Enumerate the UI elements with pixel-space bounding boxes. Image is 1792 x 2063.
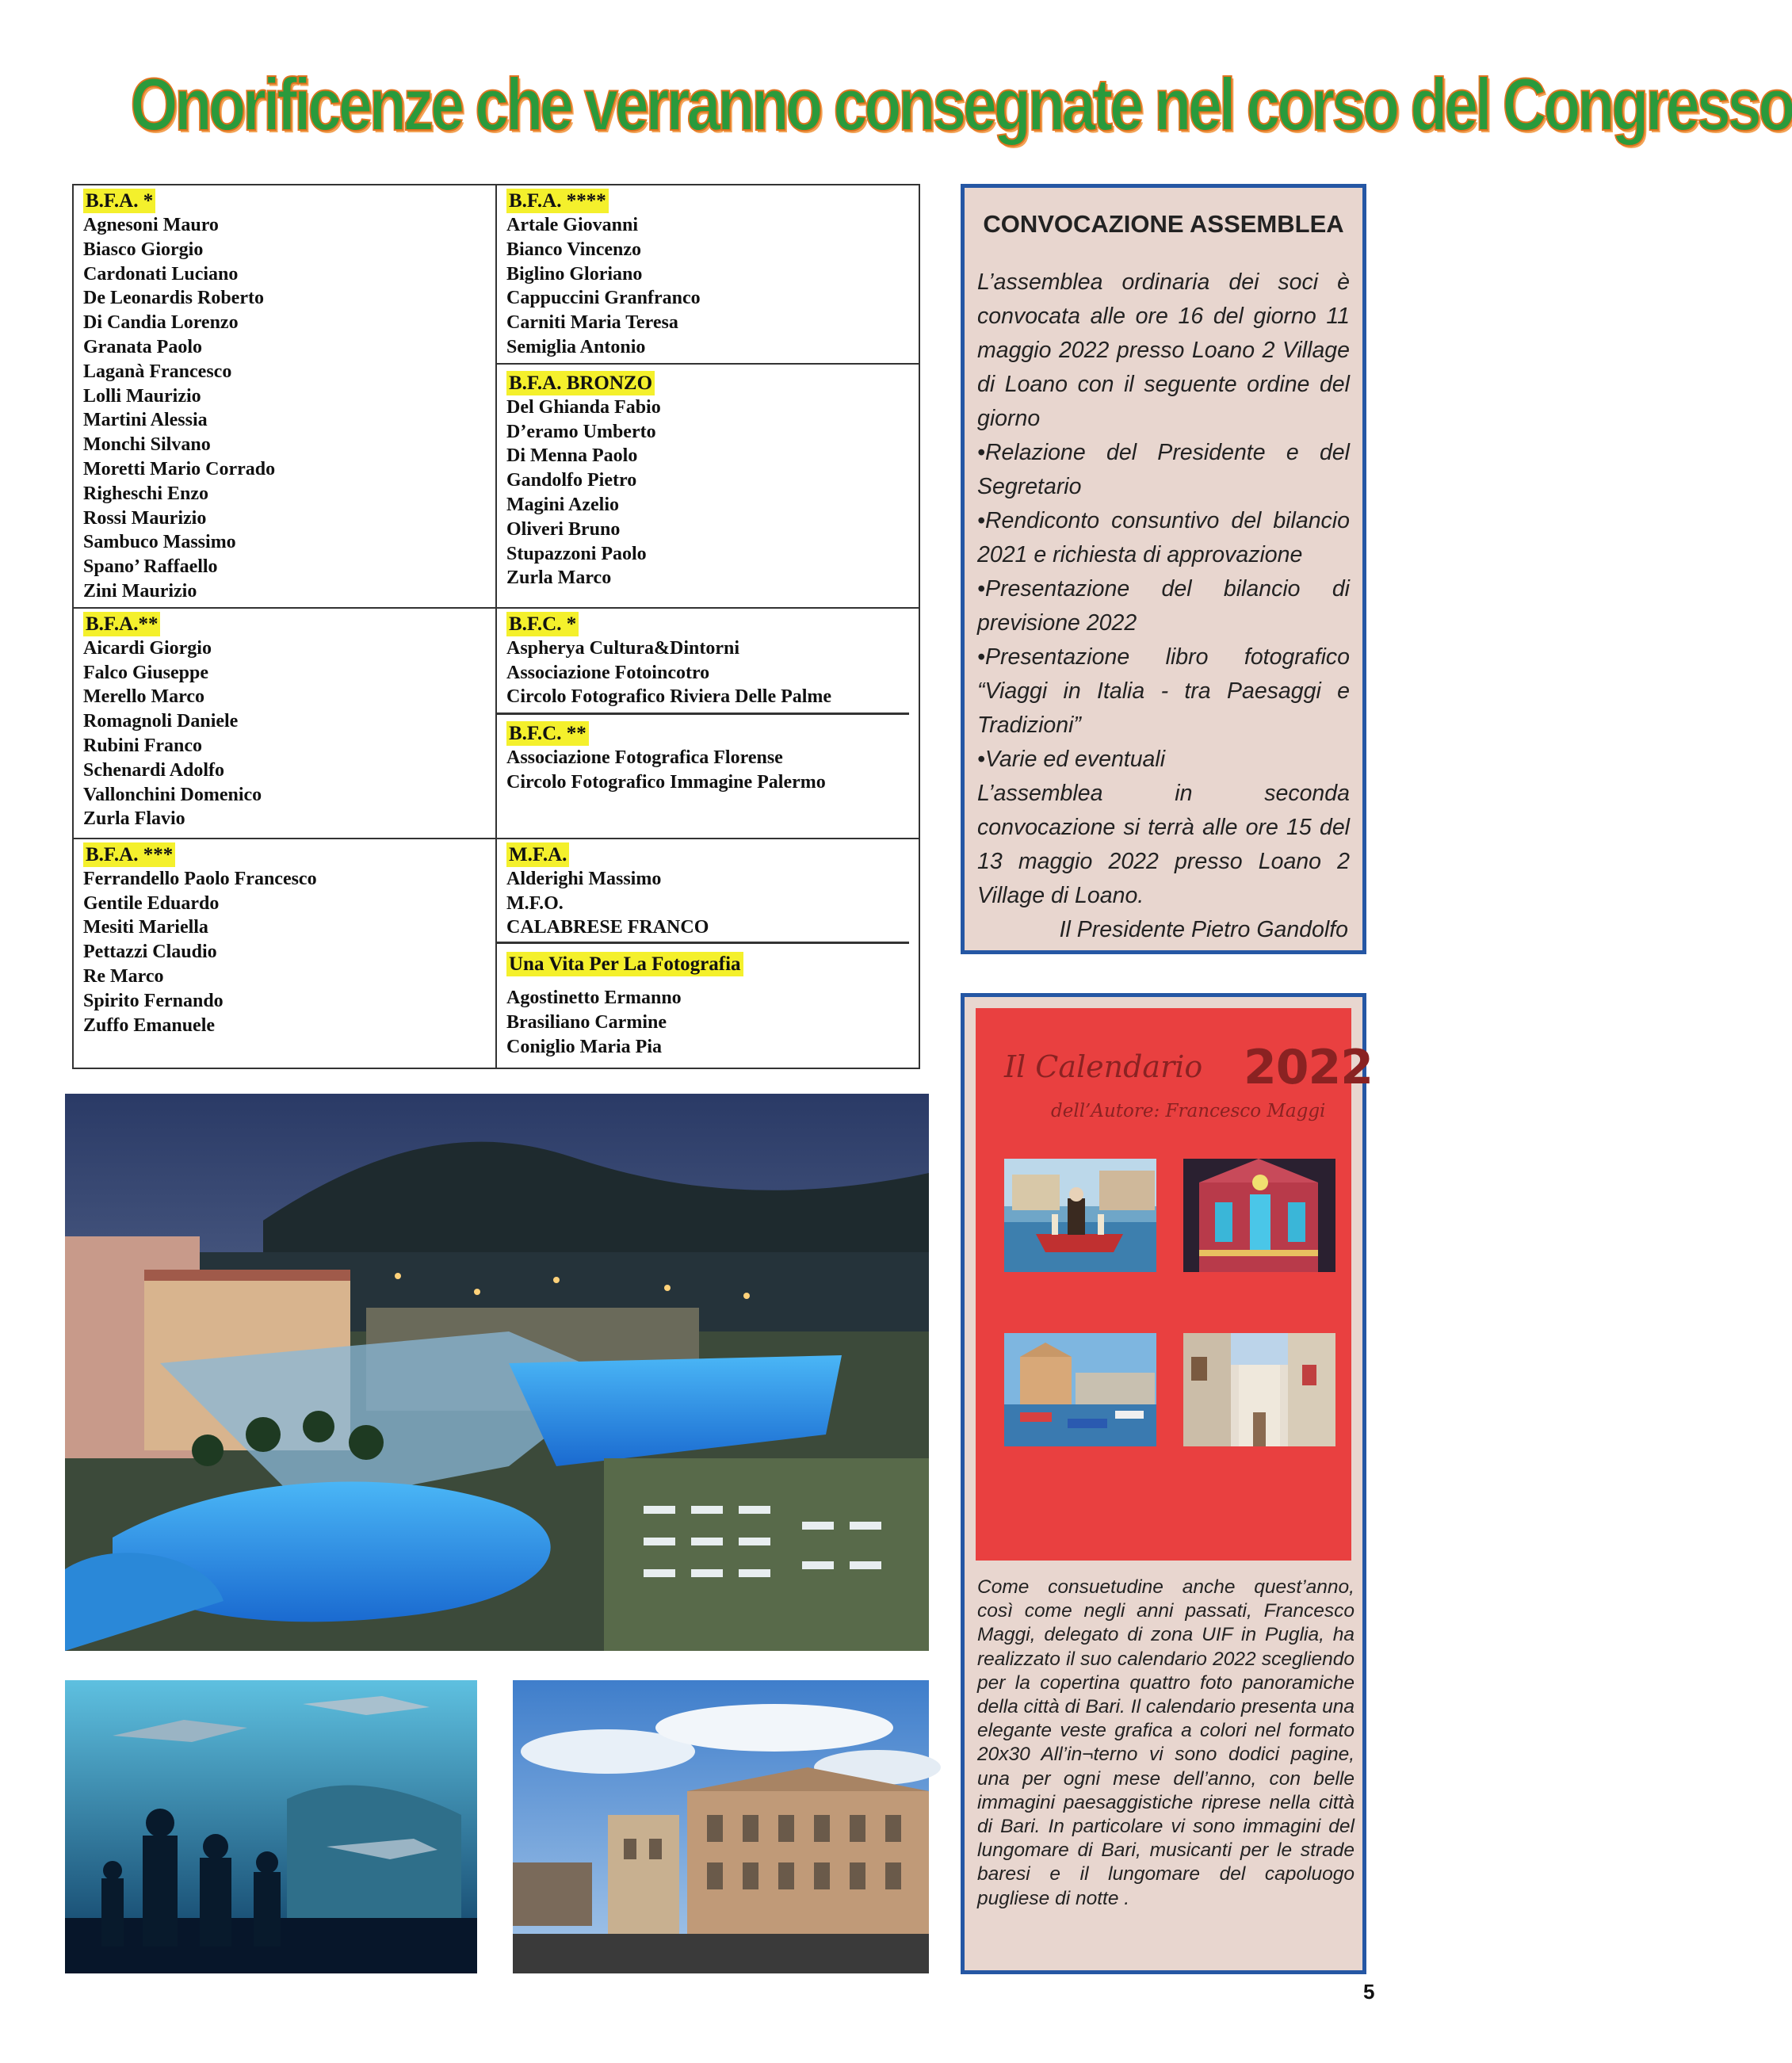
award-name: Magini Azelio (506, 494, 619, 515)
award-name: Associazione Fotografica Florense (506, 747, 783, 769)
name-list (506, 986, 909, 1059)
award-name: Vallonchini Domenico (83, 784, 262, 805)
calendar-caption (977, 1576, 1355, 1911)
award-name: Biasco Giorgio (83, 239, 204, 260)
award-name: Lolli Maurizio (83, 385, 201, 407)
award-name: Biglino Gloriano (506, 263, 643, 285)
award-name: Cappuccini Granfranco (506, 288, 701, 309)
divider (497, 712, 909, 715)
name-list (83, 213, 486, 604)
category-label: B.F.C. * (506, 612, 579, 636)
category-label: B.F.A. **** (506, 189, 609, 213)
award-name: Di Candia Lorenzo (83, 312, 239, 334)
award-name: Semiglia Antonio (506, 336, 646, 357)
calendar-author: dell’Autore: Francesco Maggi (1051, 1101, 1326, 1121)
award-name: Moretti Mario Corrado (83, 458, 276, 479)
award-name: Carniti Maria Teresa (506, 312, 678, 334)
award-name: Spano’ Raffaello (83, 556, 218, 578)
category-label: M.F.O. (506, 892, 564, 914)
award-name: Granata Paolo (83, 336, 202, 357)
award-name: Zurla Marco (506, 567, 612, 589)
award-name: De Leonardis Roberto (83, 288, 264, 309)
award-name: Schenardi Adolfo (83, 759, 225, 781)
award-name: Agostinetto Ermanno (506, 988, 682, 1009)
name-list (83, 636, 486, 831)
name-list (506, 213, 909, 360)
name-list (506, 746, 909, 795)
calendar-title: Il Calendario (1004, 1049, 1203, 1084)
name-list (83, 867, 486, 1038)
award-name: Artale Giovanni (506, 215, 638, 235)
award-name: Bianco Vincenzo (506, 239, 642, 260)
award-name: Del Ghianda Fabio (506, 396, 661, 418)
calendar-caption-text: Come consuetudine anche quest’anno, così come negli anni passati, Francesco Maggi, delegato di zona UIF in Puglia, ha realizzato il suo calendario 2022 scegliendo per la copertina quattro foto panoramiche della città di Bari. Il calendario presenta una elegante veste grafica a colori nel formato 20x30 All’in¬terno vi sono dodici pagine, una per ogni mese dell’anno, con belle immagini paesaggistiche riprese nella città di Bari. In particolare vi sono immagini del lungomare di Bari, musicanti per le strade baresi e il lungomare del capoluogo pugliese di notte . (977, 1576, 1355, 1909)
award-name: Alderighi Massimo (506, 868, 662, 889)
award-name: Zurla Flavio (83, 808, 185, 830)
agenda-item: •Presentazione libro fotografico “Viaggi in Italia - tra Paesaggi e Tradizioni” (977, 644, 1350, 738)
category-label: B.F.C. ** (506, 721, 589, 746)
convocazione-intro: L’assemblea ordinaria dei soci è convocata alle ore 16 del giorno 11 maggio 2022 presso Loano 2 Village di Loano con il seguente ordine del giorno (977, 269, 1350, 431)
category-label: B.F.A. *** (83, 842, 175, 867)
award-name: Sambuco Massimo (83, 532, 236, 553)
cell-bfa1 (73, 185, 496, 608)
award-name: Pettazzi Claudio (83, 942, 217, 963)
award-name: Falco Giuseppe (83, 662, 209, 683)
calendar-photo-harbor (1004, 1333, 1156, 1446)
divider (497, 363, 919, 365)
award-name: Righeschi Enzo (83, 483, 209, 504)
photo-resort-pool (65, 1094, 929, 1651)
page-title: Onorificenze che verranno consegnate nel corso del Congresso (130, 63, 1792, 146)
convocazione-box (961, 184, 1366, 954)
calendar-year: 2022 (1244, 1040, 1373, 1095)
award-name: Rubini Franco (83, 735, 203, 756)
cell-bfa4-bronzo (496, 185, 919, 608)
calendar-photo-street (1183, 1333, 1335, 1446)
award-name: Stupazzoni Paolo (506, 543, 647, 564)
award-name: Zini Maurizio (83, 580, 197, 602)
award-name: Cardonati Luciano (83, 263, 239, 285)
agenda-item: •Relazione del Presidente e del Segretario (977, 440, 1350, 499)
award-name: Martini Alessia (83, 410, 208, 431)
agenda-item: •Rendiconto consuntivo del bilancio 2021 e richiesta di approvazione (977, 508, 1350, 567)
award-name: Di Menna Paolo (506, 445, 638, 467)
convocazione-title: CONVOCAZIONE ASSEMBLEA (983, 210, 1344, 238)
award-name: Coniglio Maria Pia (506, 1036, 662, 1057)
convocazione-body (977, 266, 1350, 947)
award-name: D’eramo Umberto (506, 421, 656, 442)
award-name: Spirito Fernando (83, 990, 224, 1011)
award-name: Circolo Fotografico Riviera Delle Palme (506, 686, 832, 708)
agenda-item: •Varie ed eventuali (977, 747, 1166, 772)
award-name: Zuffo Emanuele (83, 1014, 216, 1036)
award-name: Oliveri Bruno (506, 518, 621, 540)
category-label: M.F.A. (506, 842, 569, 867)
award-name: Monchi Silvano (83, 434, 211, 456)
name-list (506, 636, 909, 709)
cell-bfa3 (73, 839, 496, 1068)
award-name: Romagnoli Daniele (83, 711, 239, 732)
award-name: Merello Marco (83, 686, 205, 708)
convocazione-signature: Il Presidente Pietro Gandolfo (1059, 917, 1348, 942)
award-name: Ferrandello Paolo Francesco (83, 868, 317, 889)
name-list (506, 395, 909, 590)
cell-mfa-vita (496, 839, 919, 1068)
award-name: Gentile Eduardo (83, 892, 220, 914)
award-name: Associazione Fotoincotro (506, 662, 710, 683)
award-name: CALABRESE FRANCO (506, 917, 709, 938)
calendar-photo-boat (1004, 1159, 1156, 1272)
award-name: Brasiliano Carmine (506, 1011, 667, 1033)
calendar-cover (976, 1008, 1373, 1561)
agenda-item: •Presentazione del bilancio di previsione 2022 (977, 576, 1350, 636)
calendar-photo-lights (1183, 1159, 1335, 1272)
cell-bfc (496, 608, 919, 839)
page-number: 5 (1363, 1980, 1375, 2004)
calendar-box (961, 993, 1373, 1974)
awards-table (72, 184, 920, 1069)
category-label: B.F.A.** (83, 612, 160, 636)
award-name: Laganà Francesco (83, 361, 232, 382)
award-name: Circolo Fotografico Immagine Palermo (506, 771, 826, 793)
award-name: Mesiti Mariella (83, 917, 208, 938)
award-name: Aicardi Giorgio (83, 637, 212, 659)
award-name: Aspherya Cultura&Dintorni (506, 637, 740, 659)
cell-bfa2 (73, 608, 496, 839)
award-name: Re Marco (83, 965, 164, 987)
category-label: Una Vita Per La Fotografia (506, 952, 743, 976)
award-name: Gandolfo Pietro (506, 470, 637, 491)
divider (497, 942, 909, 944)
award-name: Rossi Maurizio (83, 507, 207, 529)
category-label: B.F.A. * (83, 189, 155, 213)
convocazione-second-call: L’assemblea in seconda convocazione si terrà alle ore 15 del 13 maggio 2022 presso Loano 2 Village di Loano. (977, 781, 1350, 908)
category-label: B.F.A. BRONZO (506, 371, 655, 395)
photo-palace (513, 1680, 929, 1973)
award-name: Agnesoni Mauro (83, 215, 219, 235)
photo-aquarium (65, 1680, 477, 1973)
